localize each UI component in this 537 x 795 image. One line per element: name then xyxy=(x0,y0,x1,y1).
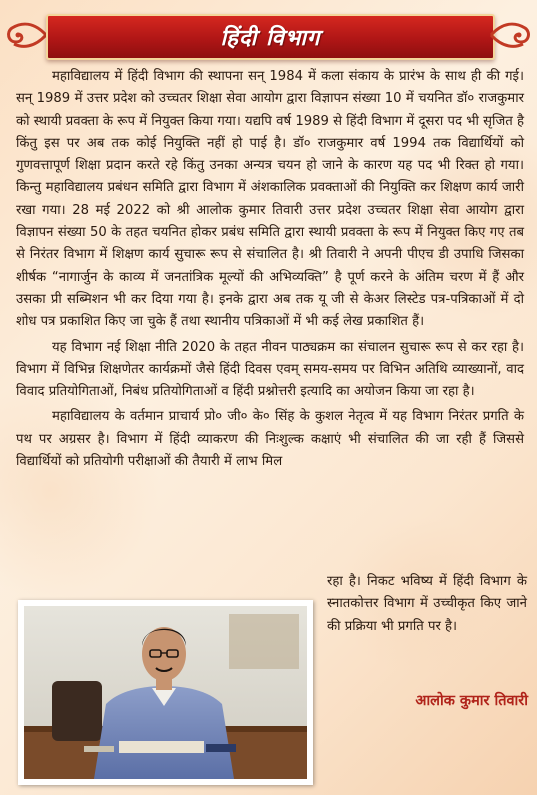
article-body xyxy=(16,66,524,473)
scroll-ornament-left-icon xyxy=(4,16,48,54)
faculty-photo xyxy=(18,600,313,785)
scroll-ornament-right-icon xyxy=(489,16,533,54)
paragraph-leadership-continued: रहा है। निकट भविष्य में हिंदी विभाग के स्नातकोत्तर विभाग में उच्चीकृत किए जाने की प्रक्रिया भी प्रगति पर है। xyxy=(327,574,527,634)
paragraph-leadership: महाविद्यालय के वर्तमान प्राचार्य प्रो० जी० के० सिंह के कुशल नेतृत्व में यह विभाग निरंतर प्रगति के पथ पर अग्रसर है। विभाग में हिंदी व्याकरण की निःशुल्क कक्षाएं भी संचालित की जा रही हैं जिससे विद्यार्थियों को प्रतियोगी परीक्षाओं की तैयारी में लाभ मिल xyxy=(16,409,524,470)
title-banner xyxy=(0,6,537,66)
page-title: हिंदी विभाग xyxy=(220,26,321,51)
paragraph-history: महाविद्यालय में हिंदी विभाग की स्थापना सन् 1984 में कला संकाय के प्रारंभ के साथ ही की गई। सन् 1989 में उत्तर प्रदेश को उच्चतर शिक्षा सेवा आयोग द्वारा विज्ञापन संख्या 10 में चयनित डॉ० राजकुमार को स्थायी प्रवक्ता के रूप में नियुक्त किया गया। यद्यपि वर्ष 1989 से हिंदी विभाग में दूसरा पद भी सृजित है किंतु इस पर अब तक कोई नियुक्ति नहीं हो पाई है। डॉ० राजकुमार वर्ष 1994 तक विद्यार्थियों को गुणवत्तापूर्ण शिक्षा प्रदान करते रहे किंतु उनका अन्यत्र चयन हो जाने के कारण यह पद भी रिक्त हो गया। किन्तु महाविद्यालय प्रबंधन समिति द्वारा विभाग में अंशकालिक प्रवक्ताओं की नियुक्ति कर शिक्षण कार्य जारी रखा गया। 28 मई 2022 को श्री आलोक कुमार तिवारी उत्तर प्रदेश उच्चतर शिक्षा सेवा आयोग द्वारा विज्ञापन संख्या 50 के तहत चयनित होकर प्रबंध समिति द्वारा स्थायी प्रवक्ता के रूप में नियुक्त किए गए तब से निरंतर विभाग में शिक्षण कार्य सुचारू रूप से संचालित है। श्री तिवारी ने अपनी पीएच डी उपाधि जिसका शीर्षक “नागार्जुन के काव्य में जनतांत्रिक मूल्यों की अभिव्यक्ति” है पूर्ण करने के अंतिम चरण में हैं और उसका प्री सब्मिशन भी कर दिया गया है। इनके द्वारा अब तक यू जी से केअर लिस्टेड पत्र-पत्रिकाओं में दो शोध पत्र प्रकाशित किए जा चुके हैं तथा स्थानीय पत्रिकाओं में भी कई लेख प्रकाशित हैं। xyxy=(16,69,524,330)
paragraph-curriculum: यह विभाग नई शिक्षा नीति 2020 के तहत नीवन पाठ्यक्रम का संचालन सुचारू रूप से कर रहा है। विभाग में विभिन्न शिक्षणेतर कार्यक्रमों जैसे हिंदी दिवस एवम् समय-समय पर विभिन अतिथि व्याख्यानों, वाद विवाद प्रतियोगिताओं, निबंध प्रतियोगिताओं व हिंदी प्रश्नोत्तरी इत्यादि का अयोजन किया जा रहा है। xyxy=(16,339,524,400)
title-ribbon xyxy=(46,14,495,60)
faculty-photo-image xyxy=(24,606,307,779)
author-signature: आलोक कुमार तिवारी xyxy=(415,693,528,709)
